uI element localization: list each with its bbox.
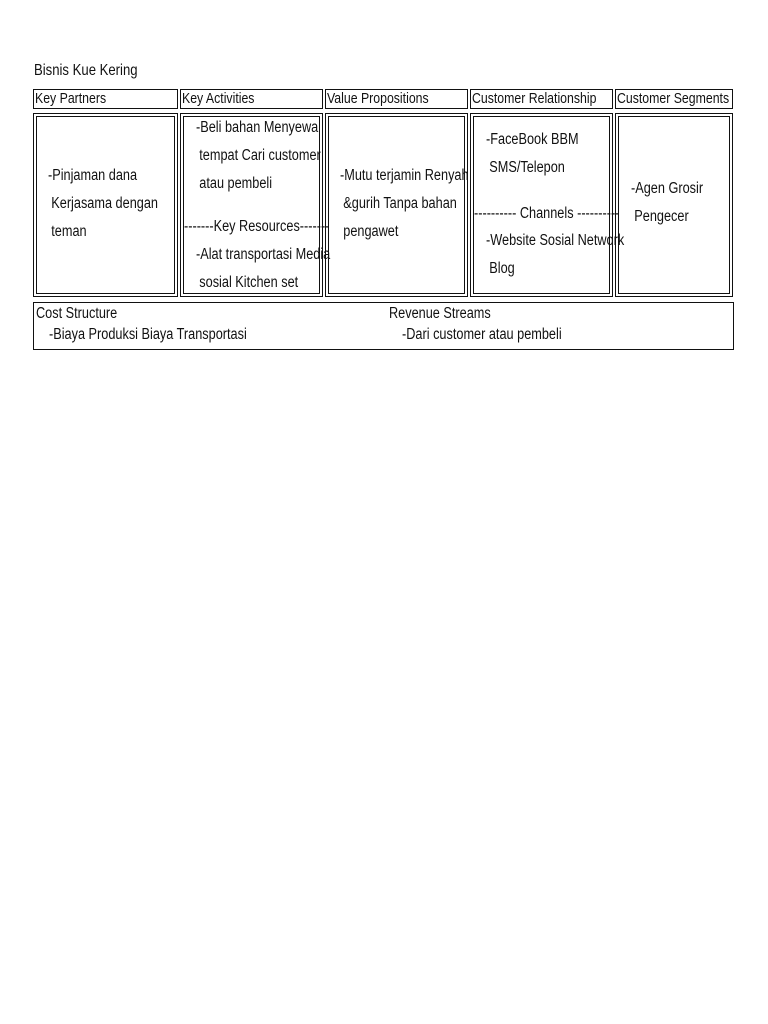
key-activities-line: atau pembeli: [199, 175, 273, 192]
header-key-partners-label: Key Partners: [35, 90, 107, 107]
box-key-activities: [180, 113, 331, 297]
customer-segments-line: -Agen Grosir: [631, 180, 704, 197]
customer-segments-text: [631, 175, 703, 231]
value-propositions-text: [340, 162, 469, 246]
box-customer-segments: [615, 113, 733, 297]
value-propositions-line: pengawet: [343, 223, 399, 240]
value-propositions-line: &gurih Tanpa bahan: [343, 195, 457, 212]
header-key-activities: [180, 89, 323, 109]
revenue-streams-label: Revenue Streams: [389, 305, 491, 322]
customer-segments-line: Pengecer: [634, 208, 689, 225]
key-resources-text: [196, 241, 330, 297]
channels-separator: ---------- Channels ----------: [474, 205, 620, 222]
key-resources-line: sosial Kitchen set: [199, 274, 299, 291]
header-customer-relationship-label: Customer Relationship: [472, 90, 597, 107]
cost-revenue-box: [33, 302, 734, 350]
header-value-propositions-label: Value Propositions: [327, 90, 429, 107]
key-partners-line: teman: [51, 223, 87, 240]
value-propositions-line: -Mutu terjamin Renyah: [340, 167, 469, 184]
customer-relationship-line: -FaceBook BBM: [486, 131, 579, 148]
header-customer-relationship: [470, 89, 613, 109]
cost-structure-value: -Biaya Produksi Biaya Transportasi: [49, 326, 247, 343]
channels-text: [486, 227, 624, 283]
key-activities-text: [196, 114, 321, 198]
revenue-streams-value: -Dari customer atau pembeli: [402, 326, 562, 343]
key-resources-line: -Alat transportasi Media: [196, 246, 331, 263]
key-activities-line: -Beli bahan Menyewa: [196, 119, 319, 136]
box-customer-relationship: [470, 113, 625, 297]
box-key-partners: [33, 113, 178, 297]
header-customer-segments-label: Customer Segments: [617, 90, 730, 107]
key-partners-line: -Pinjaman dana: [48, 167, 138, 184]
customer-relationship-line: SMS/Telepon: [489, 159, 565, 176]
key-partners-line: Kerjasama dengan: [51, 195, 158, 212]
header-customer-segments: [615, 89, 733, 109]
header-key-partners: [33, 89, 178, 109]
channels-line: -Website Sosial Network: [486, 232, 625, 249]
channels-line: Blog: [489, 260, 515, 277]
header-key-activities-label: Key Activities: [182, 90, 255, 107]
customer-relationship-text: [486, 126, 579, 182]
page-title: Bisnis Kue Kering: [34, 62, 138, 79]
cost-structure-label: Cost Structure: [36, 305, 118, 322]
key-resources-separator: -------Key Resources-------: [184, 218, 330, 235]
header-value-propositions: [325, 89, 468, 109]
key-partners-text: [48, 162, 158, 246]
box-value-propositions: [325, 113, 468, 297]
key-activities-line: tempat Cari customer: [199, 147, 321, 164]
